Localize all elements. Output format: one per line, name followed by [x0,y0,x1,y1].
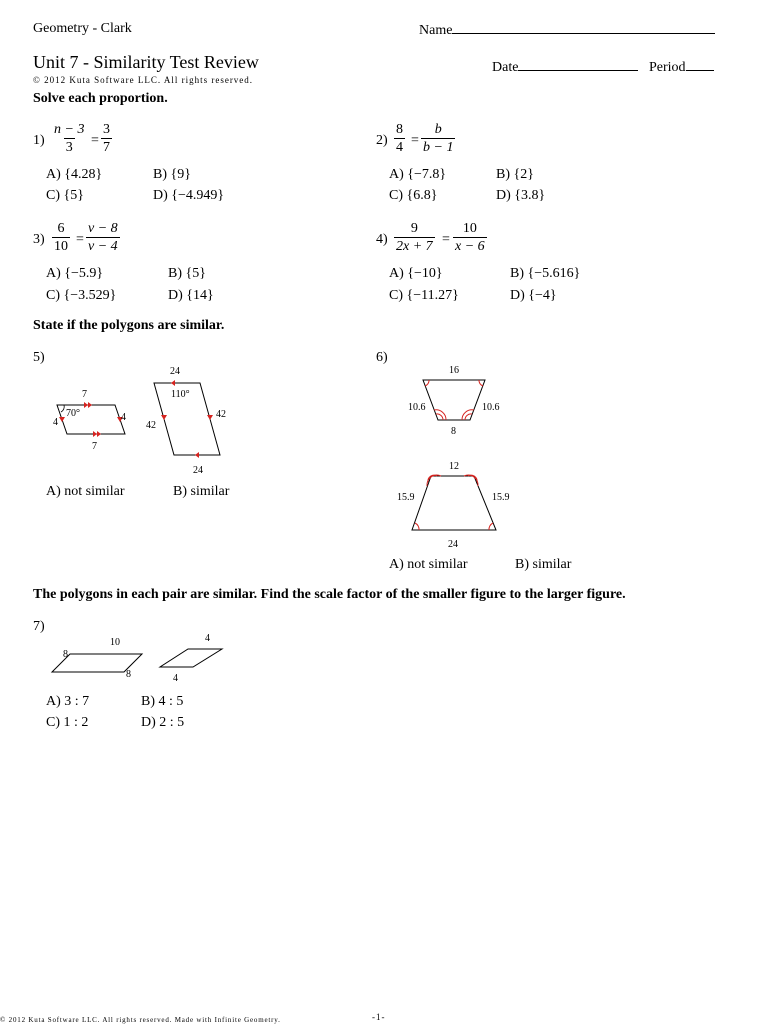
t1-left-label: 10.6 [408,402,426,413]
s1-right-label: 4 [121,412,126,423]
choice-1b[interactable]: B) {9} [153,167,191,182]
equals-sign: = [411,133,419,148]
fraction-3-right: $\frac{v - 8}{v - 4}$ [88,221,118,254]
choice-6b[interactable]: B) similar [515,557,572,572]
choice-2d[interactable]: D) {3.8} [496,188,546,203]
choice-5a[interactable]: A) not similar [46,484,125,499]
choice-4d[interactable]: D) {−4} [510,288,557,303]
choice-7c[interactable]: C) 1 : 2 [46,715,89,730]
t1-bottom-label: 8 [451,426,456,437]
choice-2b[interactable]: B) {2} [496,167,534,182]
fraction-2-right: $\frac{b}{b - 1}$ [423,122,454,155]
choice-3c[interactable]: C) {−3.529} [46,288,117,303]
course-title: Geometry - Clark [33,21,132,36]
choice-4a[interactable]: A) {−10} [389,266,443,281]
section-heading-similar: State if the polygons are similar. [33,318,225,333]
fraction-1-right: $\frac{3}{7}$ [103,122,110,155]
fraction-1-left: $\frac{n - 3}{3}$ [54,122,85,155]
choice-3b[interactable]: B) {5} [168,266,206,281]
s1-bottom-label: 7 [92,441,97,452]
fraction-3-left: $\frac{6}{10}$ [54,221,68,254]
problem-number-7: 7) [33,619,45,634]
t1-right-label: 10.6 [482,402,500,413]
choice-2c[interactable]: C) {6.8} [389,188,438,203]
fraction-4-left: $\frac{9}{2x + 7}$ [396,221,433,254]
small-bottom-label: 4 [173,673,178,684]
s2-right-label: 42 [216,409,226,420]
section-heading-scale: The polygons in each pair are similar. Find the scale factor of the smaller figure to the larger figure. [33,587,626,602]
equals-sign: = [91,133,99,148]
s1-angle-label: 70° [66,408,80,419]
choice-1d[interactable]: D) {−4.949} [153,188,225,203]
page-number: -1- [372,1012,386,1022]
t1-top-label: 16 [449,365,459,376]
s1-left-label: 4 [53,417,58,428]
page-title: Unit 7 - Similarity Test Review [33,52,259,72]
small-parallelogram [160,649,222,667]
section-heading-proportion: Solve each proportion. [33,91,168,106]
choice-6a[interactable]: A) not similar [389,557,468,572]
t2-top-label: 12 [449,461,459,472]
choice-3a[interactable]: A) {−5.9} [46,266,104,281]
big-left-label: 8 [63,649,68,660]
choice-4b[interactable]: B) {−5.616} [510,266,581,281]
big-right-label: 8 [126,669,131,680]
choice-7a[interactable]: A) 3 : 7 [46,694,90,709]
equals-sign: = [442,232,450,247]
fraction-4-right: $\frac{10}{x - 6}$ [455,221,485,254]
equals-sign: = [76,232,84,247]
choice-1a[interactable]: A) {4.28} [46,167,103,182]
choice-5b[interactable]: B) similar [173,484,230,499]
big-top-label: 10 [110,637,120,648]
choice-1c[interactable]: C) {5} [46,188,84,203]
choice-7b[interactable]: B) 4 : 5 [141,694,184,709]
period-label: Period [649,60,686,75]
choice-3d[interactable]: D) {14} [168,288,214,303]
s2-left-label: 42 [146,420,156,431]
problem-number-4: 4) [376,232,388,247]
s1-top-label: 7 [82,389,87,400]
s2-angle-label: 110° [171,389,190,400]
name-label: Name [419,23,453,38]
problem-number-5: 5) [33,350,45,365]
small-top-label: 4 [205,633,210,644]
t2-bottom-label: 24 [448,539,458,550]
problem-number-1: 1) [33,133,45,148]
s2-top-label: 24 [170,366,180,377]
date-label: Date [492,60,519,75]
fraction-2-left: $\frac{8}{4}$ [396,122,403,155]
problem-number-3: 3) [33,232,45,247]
header-copyright: © 2012 Kuta Software LLC. All rights reserved. [33,75,254,85]
choice-2a[interactable]: A) {−7.8} [389,167,447,182]
s2-bottom-label: 24 [193,465,203,476]
t2-right-label: 15.9 [492,492,510,503]
problem-number-2: 2) [376,133,388,148]
problem-number-6: 6) [376,350,388,365]
choice-4c[interactable]: C) {−11.27} [389,288,459,303]
choice-7d[interactable]: D) 2 : 5 [141,715,185,730]
t2-left-label: 15.9 [397,492,415,503]
footer-copyright: © 2012 Kuta Software LLC. All rights reserved. Made with Infinite Geometry. [0,1016,281,1024]
